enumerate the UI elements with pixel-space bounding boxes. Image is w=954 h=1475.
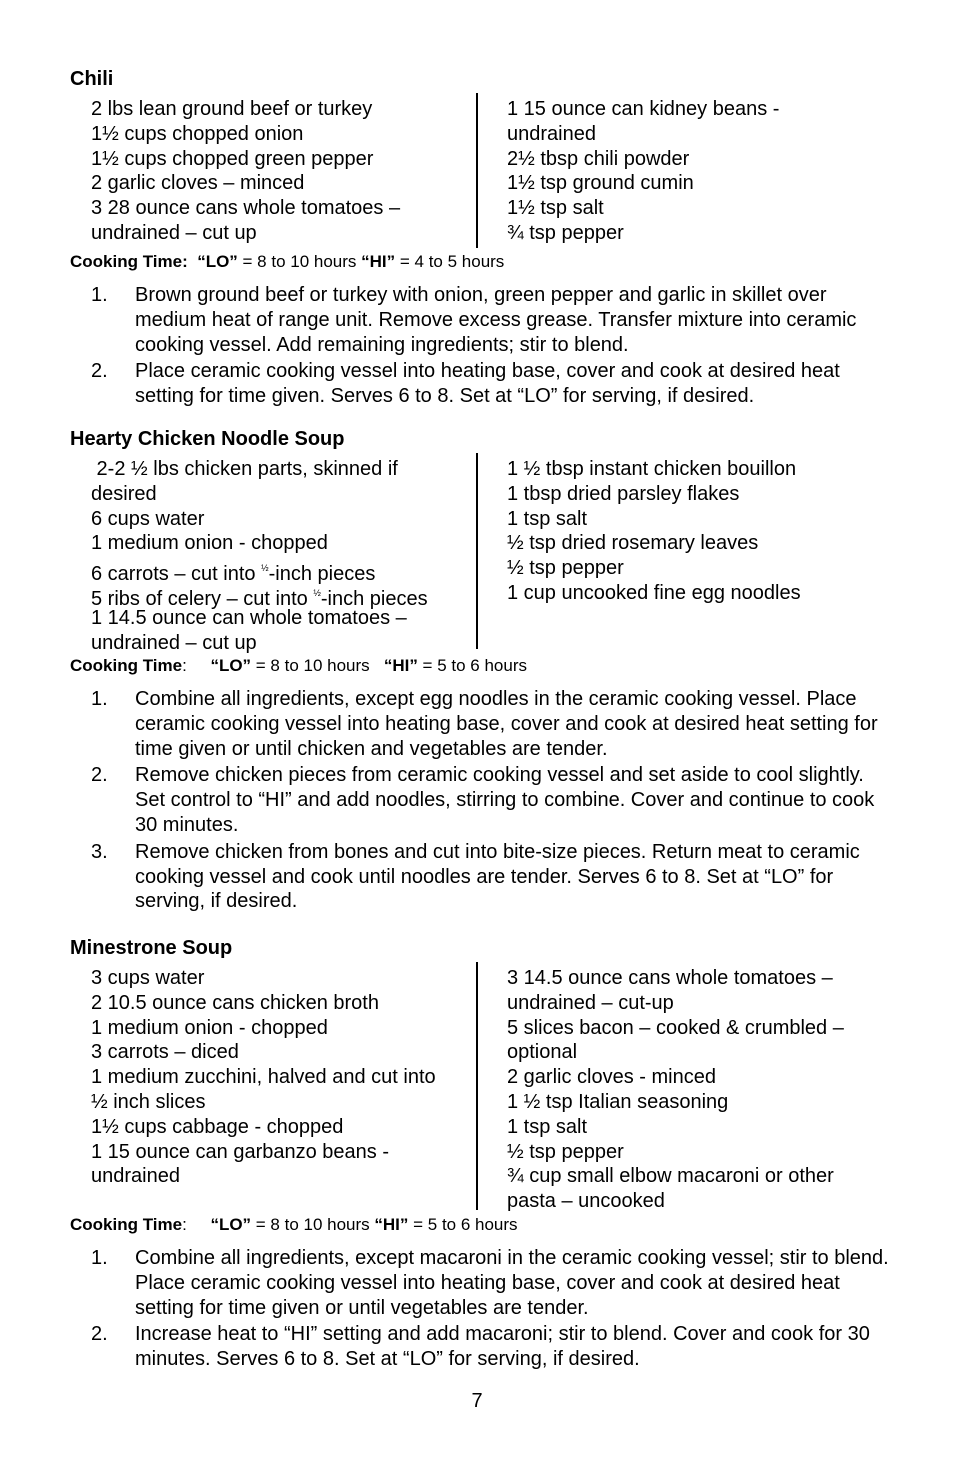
instruction-step [91,1322,891,1372]
column-divider [476,453,478,649]
ingredient-line: 1½ cups chopped onion [91,122,304,145]
step-text: Remove chicken pieces from ceramic cooking vessel and set aside to cool slightly. Set control to “HI” and add noodles, stirring to combine. Cover and continue to cook 30 minutes. [135,764,875,836]
column-divider [476,93,478,248]
ingredient-line: ½ inch slices [91,1090,206,1113]
ingredient-line: 3 carrots – diced [91,1041,239,1064]
recipe-title: Minestrone Soup [70,937,233,959]
ingredient-line: 3 28 ounce cans whole tomatoes – [91,197,401,220]
ingredient-column-left [91,966,481,1189]
cooking-time-separator [188,252,197,271]
lo-setting: “LO” [210,656,252,675]
ingredient-line: 3 14.5 ounce cans whole tomatoes – [507,967,833,989]
instruction-steps [91,283,891,411]
ingredient-line: 1 medium onion - chopped [91,1016,328,1039]
ingredient-line: 1½ tsp salt [507,197,604,220]
hi-time: = 4 to 5 hours [395,252,505,271]
ingredient-column-right [507,457,907,606]
step-text: Remove chicken from bones and cut into bite-size pieces. Return meat to ceramic cooking vessel and cook until noodles are tender. Serves 6 to 8. Set at “LO” for serving, if desired. [135,840,860,913]
ingredient-text: -inch pieces [320,587,428,610]
ingredient-line: pasta – uncooked [507,1190,665,1213]
lo-time: = 8 to 10 hours [251,1215,375,1234]
ingredient-line: ¾ cup small elbow macaroni or other [507,1165,834,1188]
ingredient-text: 6 carrots – cut into [91,563,262,586]
ingredient-column-left [91,97,481,246]
ingredient-line: optional [507,1041,578,1064]
ingredient-line: undrained – cut-up [507,991,674,1014]
ingredient-line: 1½ cups chopped green pepper [91,147,374,170]
ingredient-line: ½ tsp pepper [507,557,624,580]
cooking-time-label: Cooking Time: [70,252,188,271]
lo-setting: “LO” [210,1215,252,1234]
ingredient-line: undrained [507,122,596,145]
ingredient-line: 5 slices bacon – cooked & crumbled – [507,1016,844,1039]
cooking-time [70,1215,518,1235]
recipe-chili [70,67,900,408]
ingredient-line: 2 garlic cloves - minced [507,1066,716,1089]
cooking-time-separator: : [182,656,211,675]
recipe-title: Hearty Chicken Noodle Soup [70,428,345,450]
step-text: Increase heat to “HI” setting and add macaroni; stir to blend. Cover and cook for 30 minutes. Serves 6 to 8. Set at “LO” for serving, if desired. [135,1323,870,1371]
ingredient-column-right [507,966,907,1214]
step-text: Place ceramic cooking vessel into heating base, cover and cook at desired heat setting for time given. Serves 6 to 8. Set at “LO” for serving, if desired. [135,360,840,408]
ingredient-line: 1 15 ounce can garbanzo beans - [91,1140,389,1163]
hi-time: = 5 to 6 hours [408,1215,518,1234]
ingredient-line [91,581,481,610]
ingredient-line: 6 cups water [91,507,205,530]
fraction-superscript: ½ [261,563,269,574]
step-number: 1. [91,688,108,710]
ingredient-line: 1½ cups cabbage - chopped [91,1115,344,1138]
ingredient-line: 1 cup uncooked fine egg noodles [507,581,801,604]
hi-setting: “HI” [383,656,418,675]
ingredient-line: 1 tsp salt [507,1115,588,1138]
ingredient-line: ¾ tsp pepper [507,221,624,244]
ingredient-line: 1 15 ounce can kidney beans - [507,98,780,120]
ingredient-line: 1 tbsp dried parsley flakes [507,482,740,505]
lo-setting: “LO” [197,252,238,271]
recipe-title: Chili [70,68,114,90]
ingredient-line: ½ tsp pepper [507,1140,624,1163]
cooking-time-label: Cooking Time [70,1215,183,1234]
instruction-step [91,687,891,761]
cooking-time [70,252,504,272]
instruction-step [91,1246,891,1320]
ingredient-line: 2 10.5 ounce cans chicken broth [91,991,379,1014]
cooking-time-separator: : [182,1215,211,1234]
ingredient-line: 1 medium zucchini, halved and cut into [91,1066,436,1089]
recipe-minestrone-soup [70,936,900,1371]
instruction-steps [91,687,891,916]
ingredient-line: desired [91,482,157,505]
ingredient-text: -inch pieces [268,563,376,586]
recipe-chicken-noodle-soup [70,427,900,913]
step-number: 1. [91,1247,108,1269]
ingredient-line: undrained – cut up [91,221,257,244]
ingredient-line [91,556,481,586]
ingredient-column-right [507,97,907,246]
cooking-time-label: Cooking Time [70,656,183,675]
column-divider [476,962,478,1210]
step-number: 2. [91,764,108,787]
ingredient-line: 1 tsp salt [507,507,588,530]
step-number: 2. [91,1323,108,1346]
hi-time: = 5 to 6 hours [417,656,527,675]
ingredient-line: 1 ½ tsp Italian seasoning [507,1090,729,1113]
step-text: Combine all ingredients, except macaroni in the ceramic cooking vessel; stir to blend. Place ceramic cooking vessel into heating base, cover and cook at desired heat setting for time given or until vegetables are tender. [135,1247,889,1319]
ingredient-line: 2-2 ½ lbs chicken parts, skinned if [91,458,398,480]
cooking-time [70,656,527,676]
hi-setting: “HI” [374,1215,409,1234]
lo-time: = 8 to 10 hours [237,252,362,271]
ingredient-list [70,457,900,656]
step-text: Combine all ingredients, except egg noodles in the ceramic cooking vessel. Place ceramic cooking vessel into heating base, cover and cook at desired heat setting for time given or until chicken and vegetables are tender. [135,688,878,760]
ingredient-list [70,97,900,246]
ingredient-line: ½ tsp dried rosemary leaves [507,532,759,555]
hi-setting: “HI” [361,252,396,271]
ingredient-line: 1 ½ tbsp instant chicken bouillon [507,458,797,480]
instruction-step [91,763,891,837]
step-number: 1. [91,284,108,306]
step-number: 2. [91,360,108,383]
ingredient-line: 3 cups water [91,967,205,989]
instruction-step [91,840,891,914]
lo-time: = 8 to 10 hours [251,656,384,675]
ingredient-list [70,966,900,1215]
instruction-steps [91,1246,891,1374]
fraction-superscript: ½ [313,587,321,598]
page-number: 7 [471,1390,483,1412]
ingredient-line: 2 lbs lean ground beef or turkey [91,98,373,120]
step-text: Brown ground beef or turkey with onion, green pepper and garlic in skillet over medium heat of range unit. Remove excess grease. Transfer mixture into ceramic cooking vessel. Add remaining ingredients; stir to blend. [135,284,857,356]
ingredient-line: 2 garlic cloves – minced [91,172,305,195]
instruction-step [91,359,891,409]
step-number: 3. [91,840,108,863]
ingredient-text: 5 ribs of celery – cut into [91,587,314,610]
ingredient-line: undrained [91,1165,180,1188]
ingredient-line: 1 14.5 ounce can whole tomatoes – [91,606,407,629]
instruction-step [91,283,891,357]
ingredient-line: 1 medium onion - chopped [91,532,328,555]
ingredient-line: undrained – cut up [91,631,257,654]
ingredient-line: 2½ tbsp chili powder [507,147,690,170]
ingredient-column-left [91,457,481,655]
ingredient-line: 1½ tsp ground cumin [507,172,694,195]
